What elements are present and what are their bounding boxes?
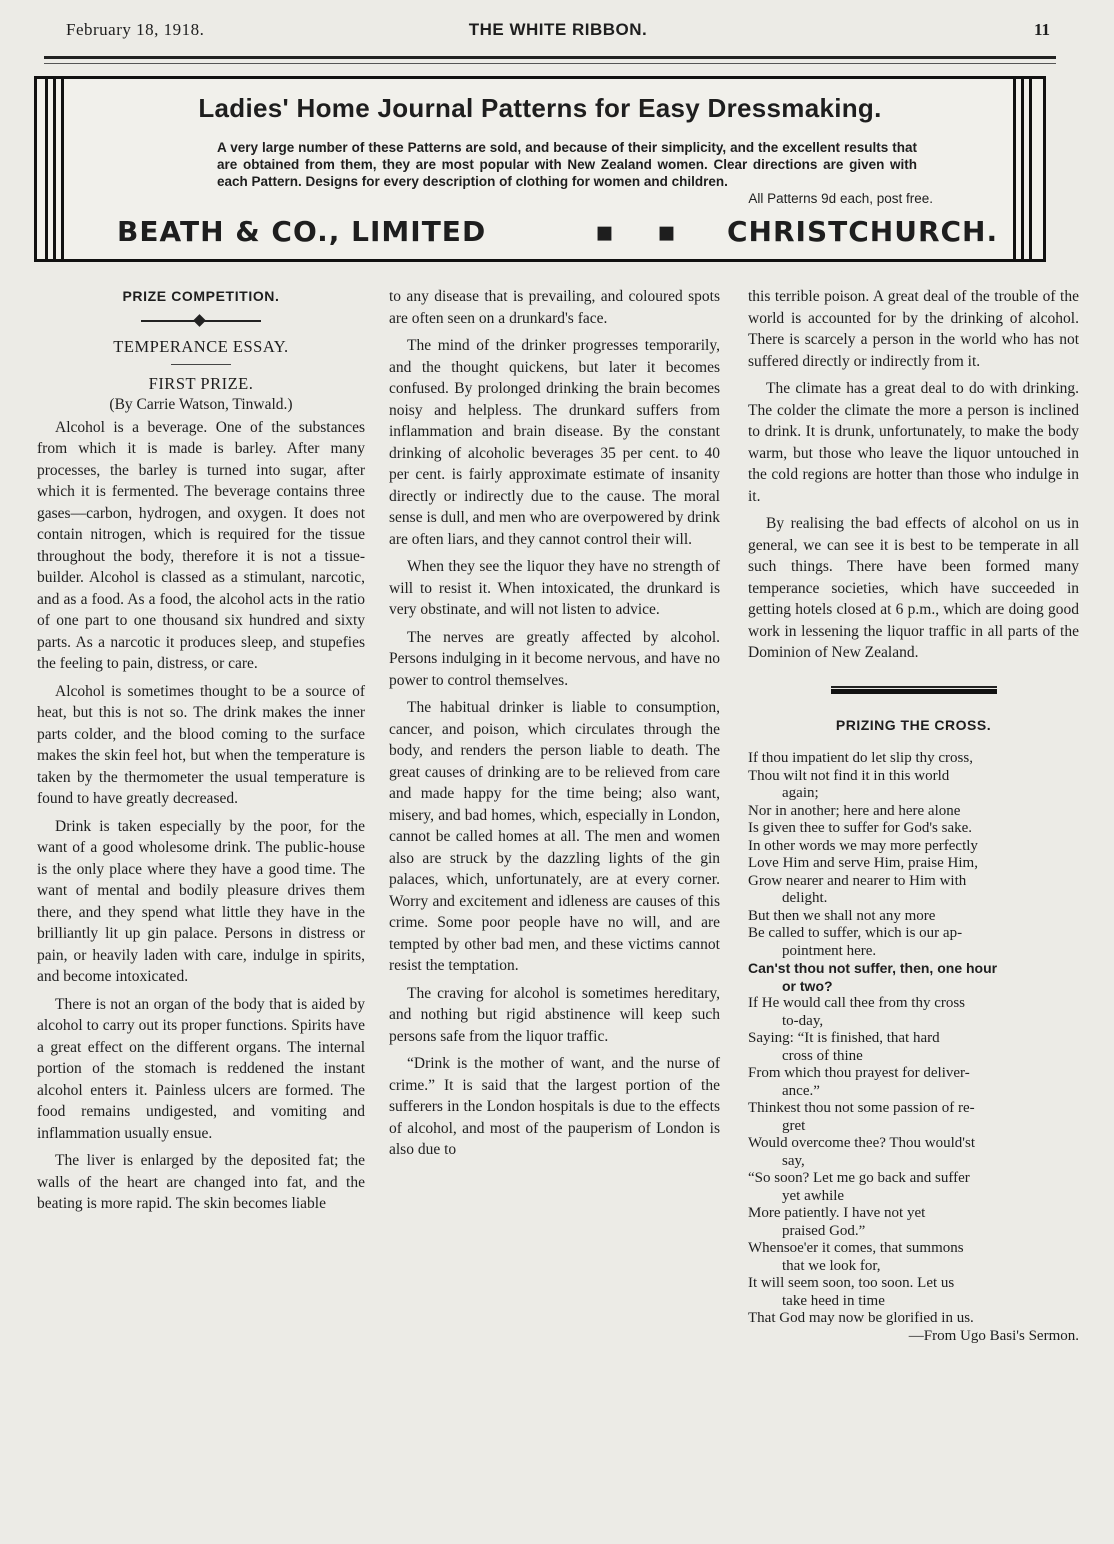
- poem-line: Saying: “It is finished, that hard: [748, 1030, 940, 1046]
- poem-line: or two?: [782, 977, 833, 994]
- advertisement-box: [34, 76, 1046, 262]
- publication-title: THE WHITE RIBBON.: [468, 20, 648, 39]
- poem-line: If thou impatient do let slip thy cross,: [748, 750, 973, 766]
- page-number: 11: [1033, 20, 1050, 39]
- poem-line: cross of thine: [782, 1047, 863, 1064]
- poem-line: Thinkest thou not some passion of re-: [748, 1100, 975, 1116]
- poem-line: that we look for,: [782, 1257, 881, 1274]
- paragraph: There is not an organ of the body that is aided by alcohol to carry out its proper functions. Spirits have a great effect on the different organs. The internal portion of the stomach is reddened the instant alcohol enters it. Painless ulcers are formed. The food remains undigested, and vomiting and inflammation usually ensue.: [37, 995, 365, 1142]
- paragraph: The liver is enlarged by the deposited fat; the walls of the heart are changed into fat, and the beating is more rapid. The skin becomes liable: [37, 1152, 365, 1212]
- poem-line: pointment here.: [782, 942, 877, 959]
- paragraph: “Drink is the mother of want, and the nurse of crime.” It is said that the largest portion of the sufferers in the London hospitals is due to the effects of alcohol, and most of the pauperism of London is also due to: [389, 1055, 720, 1158]
- poem-line: Grow nearer and nearer to Him with: [748, 872, 967, 889]
- poem-line: Be called to suffer, which is our ap-: [748, 925, 963, 941]
- ad-firm-name: BEATH & CO., LIMITED: [117, 215, 487, 248]
- poem-credit: —From Ugo Basi's Sermon.: [908, 1327, 1079, 1344]
- paragraph: The habitual drinker is liable to consumption, cancer, and poison, which circulates through the body, and renders the person liable to death. The great causes of drinking are to be relieved from care and made happy for the time being; also want, misery, and bad homes, which, especially in London, cannot be called homes at all. The men and women also are struck by the dazzling lights of the gin palaces, which, unfortunately, are at every corner. Worry and excitement and idleness are causes of this crime. Some poor people have no will, and are tempted by other bad men, and these victims cannot resist the temptation.: [389, 699, 720, 974]
- poem-title: PRIZING THE CROSS.: [835, 716, 992, 733]
- paragraph: When they see the liquor they have no strength of will to resist it. When intoxicated, the drunkard is very obstinate, and will not listen to advice.: [389, 558, 720, 618]
- ad-heading: Ladies' Home Journal Patterns for Easy Dressmaking.: [198, 93, 882, 123]
- poem-line: Can'st thou not suffer, then, one hour: [748, 960, 998, 976]
- paragraph: The nerves are greatly affected by alcohol. Persons indulging in it become nervous, and have no power to control themselves.: [389, 628, 720, 689]
- poem-line: take heed in time: [782, 1292, 885, 1309]
- poem-line: But then we shall not any more: [748, 907, 936, 924]
- poem-line: again;: [782, 785, 819, 801]
- poem-line: praised God.”: [782, 1222, 866, 1239]
- poem-line: ance.”: [782, 1082, 820, 1099]
- poem-line: More patiently. I have not yet: [748, 1205, 926, 1221]
- poem-line: Is given thee to suffer for God's sake.: [748, 820, 973, 836]
- paragraph: Drink is taken especially by the poor, for the want of a good wholesome drink. The public-house is the only place where they have a good time. The want of mental and bodily pleasure drives them there, and they spend what little they have in the brilliantly lit up gin palace. Persons in distress or pain, or heavily laden with care, indulge in spirits, and become intoxicated.: [37, 817, 365, 985]
- ad-body-text: A very large number of these Patterns are sold, and because of their simplicity, and the excellent results that are obtained from them, they are most popular with New Zealand women. Clear directions are given with each Pattern. Designs for every description of clothing for women and children.: [217, 140, 917, 189]
- ad-border-lines-left: [37, 79, 75, 259]
- ad-separator: ▪: [657, 215, 677, 248]
- poem-line: say,: [782, 1152, 805, 1169]
- poem-line: Love Him and serve Him, praise Him,: [748, 855, 978, 871]
- short-rule: [171, 364, 231, 365]
- paragraph: Alcohol is sometimes thought to be a source of heat, but this is not so. The drink makes the inner parts colder, and the blood coming to the surface makes the skin feel hot, but when the temperature is taken by the thermometer the usual temperature is found to have greatly decreased.: [37, 682, 365, 807]
- poem-line: Thou wilt not find it in this world: [748, 767, 950, 784]
- prize-label: FIRST PRIZE.: [148, 373, 254, 393]
- paragraph: The climate has a great deal to do with drinking. The colder the climate the more a person is inclined to drink. It is drunk, unfortunately, to make the body warm, but those who leave the liquor untouched in the cold regions are hotter than those who indulge in it.: [748, 380, 1079, 505]
- ad-price: All Patterns 9d each, post free.: [748, 191, 933, 206]
- issue-date: February 18, 1918.: [66, 20, 205, 39]
- byline: (By Carrie Watson, Tinwald.): [109, 396, 293, 413]
- ad-city: CHRISTCHURCH.: [727, 215, 999, 248]
- column-3: [748, 286, 1079, 1345]
- diamond-rule-ornament: [141, 314, 261, 328]
- ad-separator: ▪: [595, 215, 615, 248]
- section-title: PRIZE COMPETITION.: [122, 288, 280, 304]
- poem-line: It will seem soon, too soon. Let us: [748, 1275, 955, 1291]
- poem: [748, 750, 1079, 1345]
- column-2: [389, 286, 720, 1161]
- poem-line: gret: [782, 1117, 806, 1134]
- paragraph: Alcohol is a beverage. One of the substances from which it is made is barley. After many processes, the barley is turned into sugar, after which it is fermented. The beverage contains three gases—carbon, hydrogen, and oxygen. It does not contain nitrogen, which is required for the tissue throughout the body, therefore it is not a tissue-builder. Alcohol is classed as a stimulant, narcotic, and as a food. As a food, the alcohol acts in the ratio of one part to one thousand six hundred and sixty parts. As a narcotic it produces sleep, and stupefies the feeling to pain, distress, or care.: [37, 418, 365, 672]
- paragraph: The craving for alcohol is sometimes hereditary, and nothing but rigid abstinence will keep such persons safe from the liquor traffic.: [389, 984, 720, 1045]
- ad-border-lines-right: [1005, 79, 1043, 259]
- poem-line: delight.: [782, 890, 828, 906]
- poem-line: to-day,: [782, 1012, 824, 1029]
- poem-line: If He would call thee from thy cross: [748, 995, 966, 1011]
- running-header: [66, 20, 1050, 50]
- poem-line: Whensoe'er it comes, that summons: [748, 1240, 964, 1256]
- paragraph: The mind of the drinker progresses temporarily, and the thought quickens, but later it becomes confused. By prolonged drinking the brain becomes noisy and helpless. The drunkard suffers from inflammation and brain disease. By the constant drinking of alcoholic beverages 35 per cent. to 40 per cent. is fairly approximate estimate of insanity directly or indirectly due to the cause. The moral sense is dull, and men who are overpowered by drink are often liars, and they cannot control their will.: [389, 337, 720, 548]
- header-rule-thin: [44, 63, 1056, 64]
- poem-line: Would overcome thee? Thou would'st: [748, 1135, 975, 1151]
- section-divider: [831, 686, 997, 695]
- poem-line: yet awhile: [782, 1187, 845, 1204]
- paragraph: By realising the bad effects of alcohol on us in general, we can see it is best to be temperate in all such things. There have been formed many temperance societies, which have succeeded in getting hotels closed at 6 p.m., which are doing good work in lessening the liquor traffic in all parts of the Dominion of New Zealand.: [748, 515, 1079, 661]
- poem-line: That God may now be glorified in us.: [748, 1310, 974, 1326]
- paragraph: this terrible poison. A great deal of the trouble of the world is accounted for by the drinking of alcohol. There is scarcely a person in the world who has not suffered directly or indirectly from it.: [748, 288, 1079, 370]
- poem-line: From which thou prayest for deliver-: [748, 1065, 970, 1081]
- header-rule: [44, 56, 1056, 59]
- paragraph: to any disease that is prevailing, and coloured spots are often seen on a drunkard's face.: [389, 288, 720, 327]
- column-1: [37, 286, 365, 1215]
- poem-line: In other words we may more perfectly: [748, 837, 978, 854]
- essay-title: TEMPERANCE ESSAY.: [113, 337, 289, 356]
- poem-line: Nor in another; here and here alone: [748, 802, 961, 819]
- poem-line: “So soon? Let me go back and suffer: [748, 1170, 970, 1186]
